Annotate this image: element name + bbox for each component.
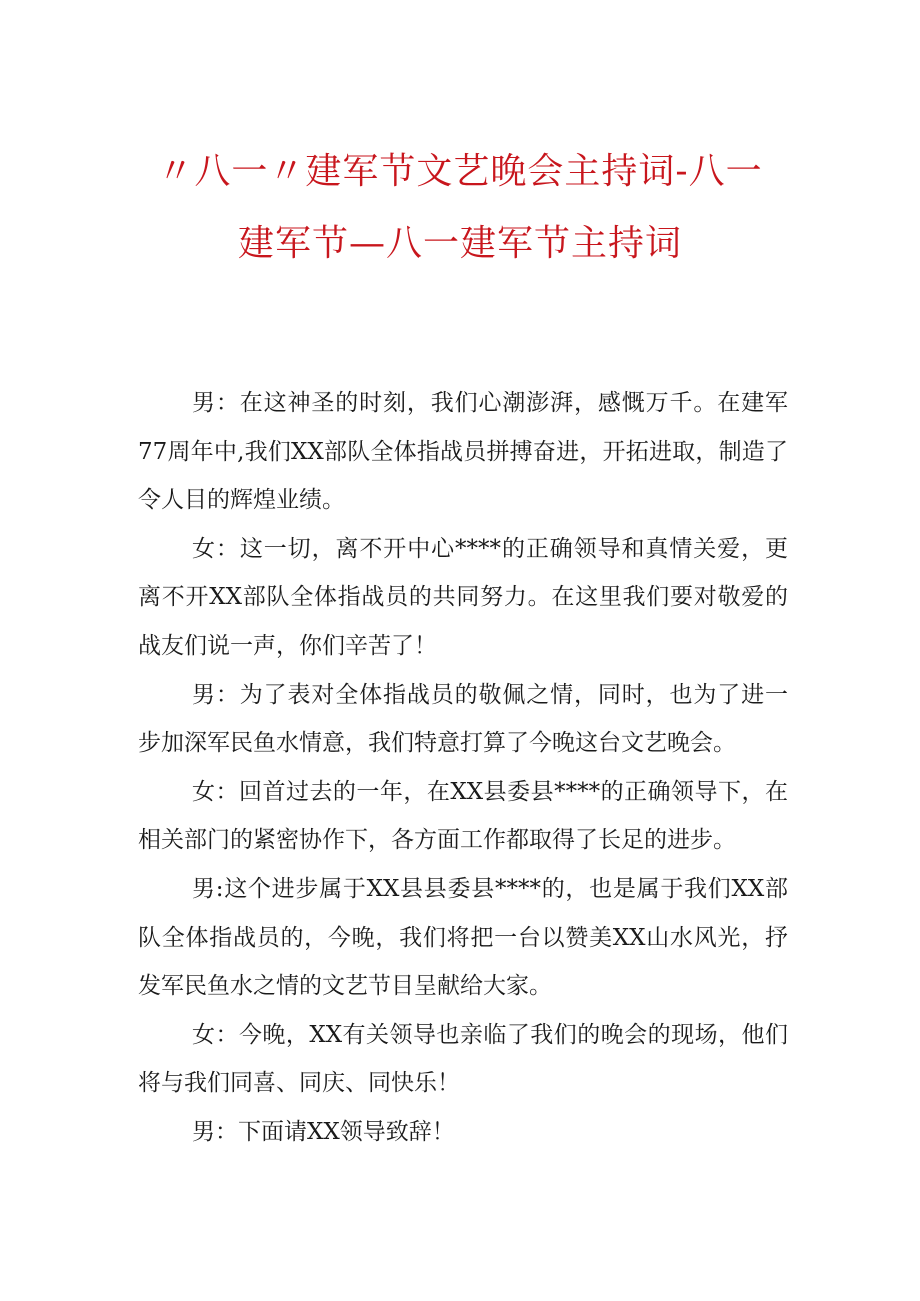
paragraph-2: 女：这一切，离不开中心****的正确领导和真情关爱，更离不开XX部队全体指战员的共同努力。在这里我们要对敬爱的战友们说一声，你们辛苦了！ [138, 535, 788, 659]
paragraph-4: 女：回首过去的一年，在XX县委县****的正确领导下，在相关部门的紧密协作下，各方面工作都取得了长足的进步。 [138, 778, 788, 854]
document-body [138, 379, 788, 1157]
paragraph-7: 男：下面请XX领导致辞！ [192, 1118, 455, 1145]
paragraph-1: 男：在这神圣的时刻，我们心潮澎湃，感慨万千。在建军77周年中,我们XX部队全体指战员拼搏奋进，开拓进取，制造了令人目的辉煌业绩。 [138, 390, 788, 514]
paragraph-6: 女：今晚，XX有关领导也亲临了我们的晚会的现场，他们将与我们同喜、同庆、同快乐！ [138, 1021, 788, 1097]
document-title-line-2: 建军节—八一建军节主持词 [237, 223, 682, 264]
paragraph-3: 男：为了表对全体指战员的敬佩之情，同时，也为了进一步加深军民鱼水情意，我们特意打算了今晚这台文艺晚会。 [138, 681, 788, 757]
document-title-line-1: 〃八一〃建军节文艺晚会主持词-八一 [157, 151, 763, 192]
paragraph-5: 男:这个进步属于XX县县委县****的，也是属于我们XX部队全体指战员的，今晚，我们将把一台以赞美XX山水风光，抒发军民鱼水之情的文艺节目呈献给大家。 [138, 875, 788, 1000]
